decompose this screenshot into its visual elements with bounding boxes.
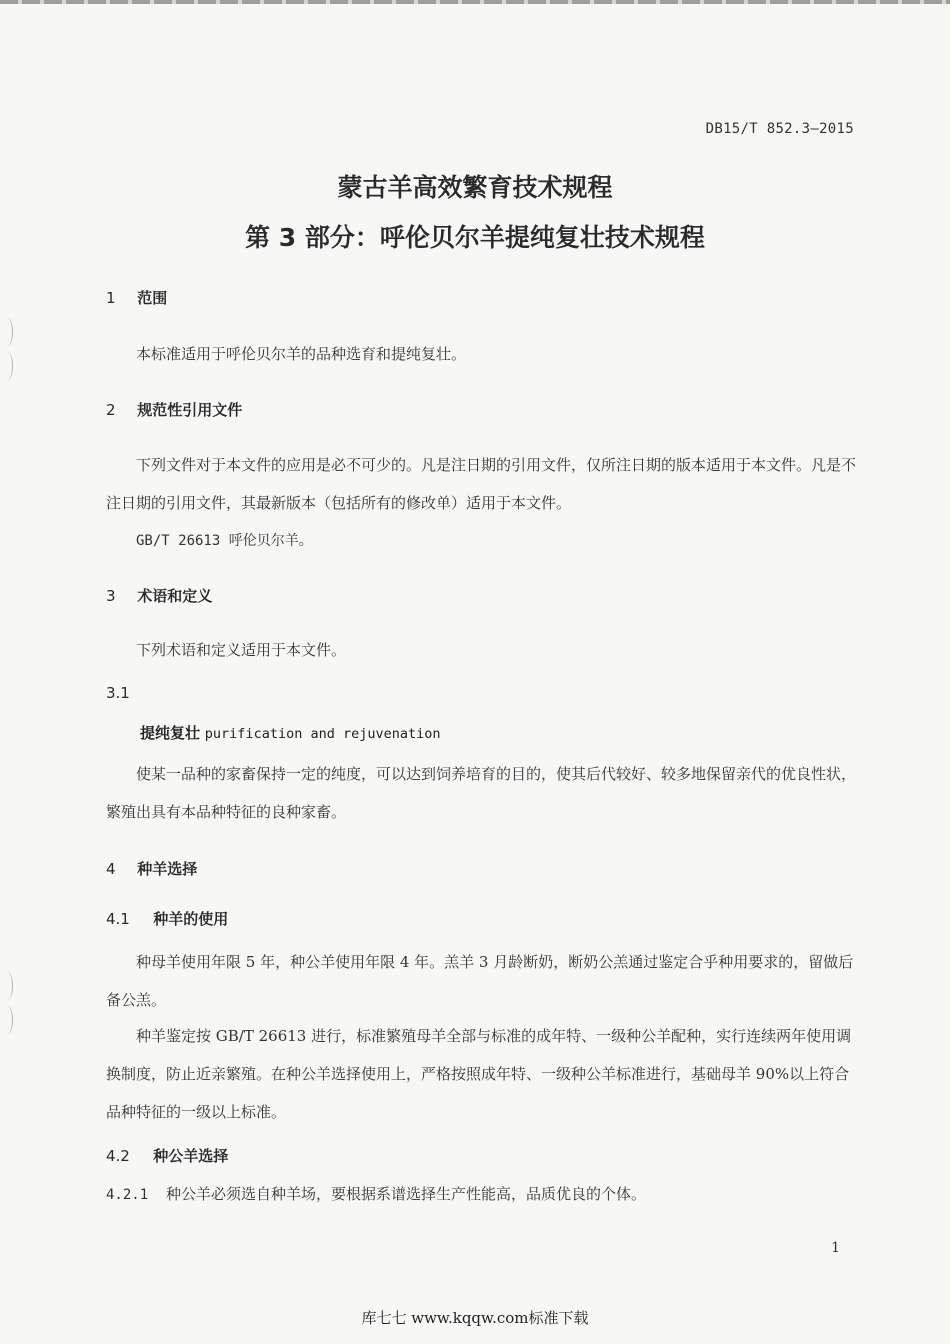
section-4-1-paragraph-1: 种母羊使用年限 5 年，种公羊使用年限 4 年。羔羊 3 月龄断奶，断奶公羔通过鉴定合乎种用要求的，留做后备公羔。: [106, 953, 854, 1009]
section-3-heading: [106, 585, 856, 606]
section-4-1-heading: [106, 908, 856, 929]
page-number: 1: [831, 1240, 840, 1256]
section-title: 种羊选择: [137, 860, 198, 878]
section-1-paragraph: 本标准适用于呼伦贝尔羊的品种选育和提纯复壮。: [136, 345, 467, 363]
section-1-heading: [106, 287, 856, 308]
section-number: 4.1: [106, 910, 130, 928]
section-number: 1: [106, 289, 116, 307]
margin-mark: [2, 318, 13, 346]
section-4-heading: [106, 858, 856, 879]
section-number: 4.2: [106, 1147, 130, 1165]
section-4-2-1-clause: [106, 1175, 856, 1214]
footer-watermark: 库七七 www.kqqw.com标准下载: [361, 1309, 589, 1327]
section-title: 规范性引用文件: [137, 401, 243, 419]
margin-mark: [2, 1006, 13, 1034]
section-4-1-paragraph-2: 种羊鉴定按 GB/T 26613 进行，标准繁殖母羊全部与标准的成年特、一级种公羊配种，实行连续两年使用调换制度，防止近亲繁殖。在种公羊选择使用上，严格按照成年特、一级种公羊标准进行，基础母羊 90%以上符合品种特征的一级以上标准。: [106, 1027, 852, 1121]
section-2-heading: [106, 399, 856, 420]
margin-mark: [2, 352, 13, 380]
term-entry: [106, 722, 890, 743]
document-title: 蒙古羊高效繁育技术规程: [337, 173, 613, 202]
section-2-paragraph: 下列文件对于本文件的应用是必不可少的。凡是注日期的引用文件，仅所注日期的版本适用于本文件。凡是不注日期的引用文件，其最新版本（包括所有的修改单）适用于本文件。: [106, 456, 857, 512]
term-number: 3.1: [106, 684, 130, 702]
term-english: purification and rejuvenation: [204, 726, 441, 742]
normative-reference: GB/T 26613 呼伦贝尔羊。: [136, 533, 313, 549]
section-number: 4: [106, 860, 116, 878]
section-number: 3: [106, 587, 116, 605]
section-number: 2: [106, 401, 116, 419]
document-subtitle: 第 3 部分：呼伦贝尔羊提纯复壮技术规程: [245, 223, 705, 252]
clause-number: 4.2.1: [106, 1187, 149, 1203]
standard-code: DB15/T 852.3—2015: [705, 121, 854, 137]
term-chinese: 提纯复壮: [140, 724, 201, 742]
section-title: 范围: [137, 289, 168, 307]
section-title: 种羊的使用: [153, 910, 229, 928]
section-3-paragraph: 下列术语和定义适用于本文件。: [136, 641, 347, 659]
term-definition: 使某一品种的家畜保持一定的纯度，可以达到饲养培育的目的，使其后代较好、较多地保留亲代的优良性状，繁殖出具有本品种特征的良种家畜。: [106, 765, 857, 821]
section-4-2-heading: [106, 1145, 856, 1166]
margin-mark: [2, 972, 13, 1000]
scan-edge: [0, 0, 950, 4]
section-title: 术语和定义: [137, 587, 213, 605]
clause-text: 种公羊必须选自种羊场，要根据系谱选择生产性能高，品质优良的个体。: [166, 1185, 647, 1203]
section-title: 种公羊选择: [153, 1147, 229, 1165]
